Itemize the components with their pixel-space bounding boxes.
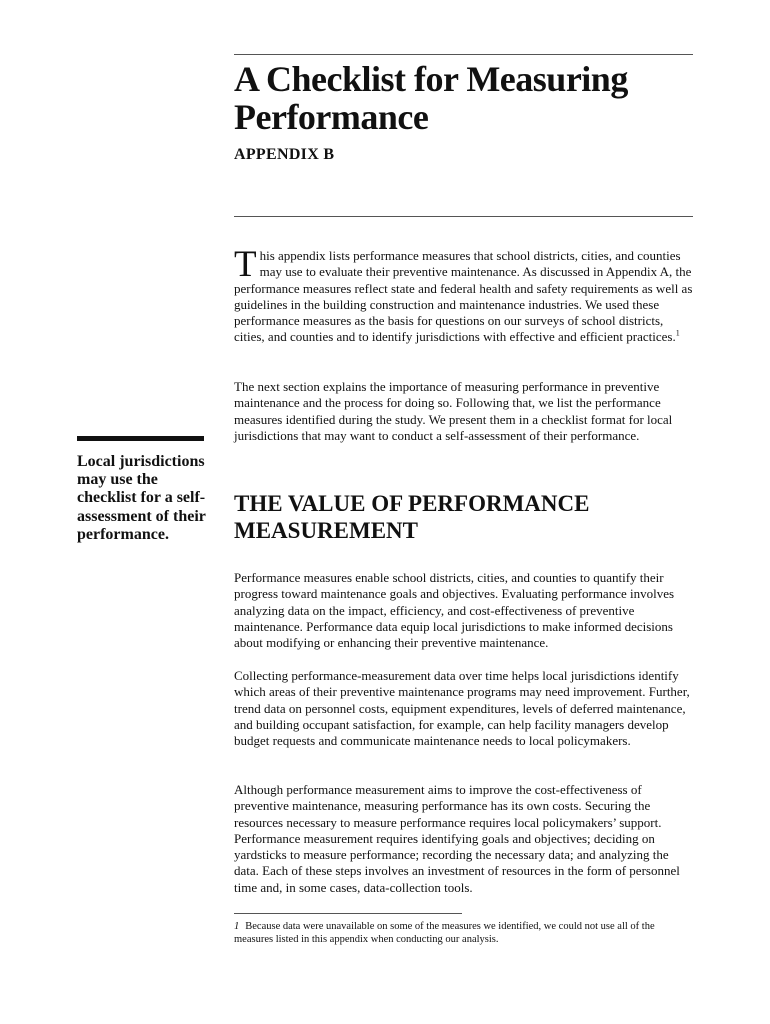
section-paragraph-1: Performance measures enable school districts, cities, and counties to quantify their progress toward maintenance goals and objectives. Evaluating performance involves analyzing data on the impact, efficiency, and cost-effectiveness of preventive maintenance. Performance data equip local jurisdictions to make informed decisions about modifying or enhancing their preventive maintenance. (234, 570, 675, 651)
intro-paragraph-1 (234, 244, 696, 346)
sidebar-callout: Local jurisdictions may use the checklist for a self-assessment of their performance. (77, 453, 206, 543)
sidebar-rule (77, 436, 204, 441)
header-bottom-rule (234, 216, 693, 217)
section-heading: THE VALUE OF PERFORMANCE MEASUREMENT (234, 491, 590, 543)
drop-cap: T (234, 244, 257, 285)
section-paragraph-2: Collecting performance-measurement data over time helps local jurisdictions identify which areas of their preventive maintenance programs may need improvement. Further, trend data on personnel costs, equipment expenditures, levels of deferred maintenance, and building occupant satisfaction, for example, can help facility managers develop budget requests and communicate maintenance needs to local policymakers. (234, 668, 690, 749)
footnote-number: 1 (234, 921, 240, 932)
header-top-rule (234, 54, 693, 55)
footnote-reference: 1 (675, 329, 680, 339)
page-title: A Checklist for Measuring Performance (234, 59, 628, 137)
appendix-label: APPENDIX B (234, 146, 335, 163)
intro-paragraph-1-text: his appendix lists performance measures that school districts, cities, and counties may use to evaluate their preventive maintenance. As discussed in Appendix A, the performance measures reflect state and federal health and safety requirements as well as guidelines in the building construction and maintenance industries. We used these performance measures as the basis for questions on our surveys of school districts, cities, and counties and to identify jurisdictions with effective and efficient practices. (234, 248, 693, 345)
intro-paragraph-2: The next section explains the importance of measuring performance in preventive maintenance and the process for doing so. Following that, we list the performance measures identified during the study. We present them in a checklist format for local jurisdictions that may want to conduct a self-assessment of their performance. (234, 379, 673, 443)
footnote-text: Because data were unavailable on some of the measures we identified, we could not use all of the measures listed in this appendix when conducting our analysis. (234, 921, 655, 945)
footnote-rule (234, 913, 462, 914)
section-paragraph-3: Although performance measurement aims to improve the cost-effectiveness of preventive maintenance, measuring performance has its own costs. Securing the resources necessary to measure performance requires local policymakers’ support. Performance measurement requires identifying goals and objectives; deciding on yardsticks to measure performance; recording the necessary data; and analyzing the data. Each of these steps involves an investment of resources in the form of personnel time and, in some cases, data-collection tools. (234, 782, 680, 895)
footnote (234, 920, 696, 946)
